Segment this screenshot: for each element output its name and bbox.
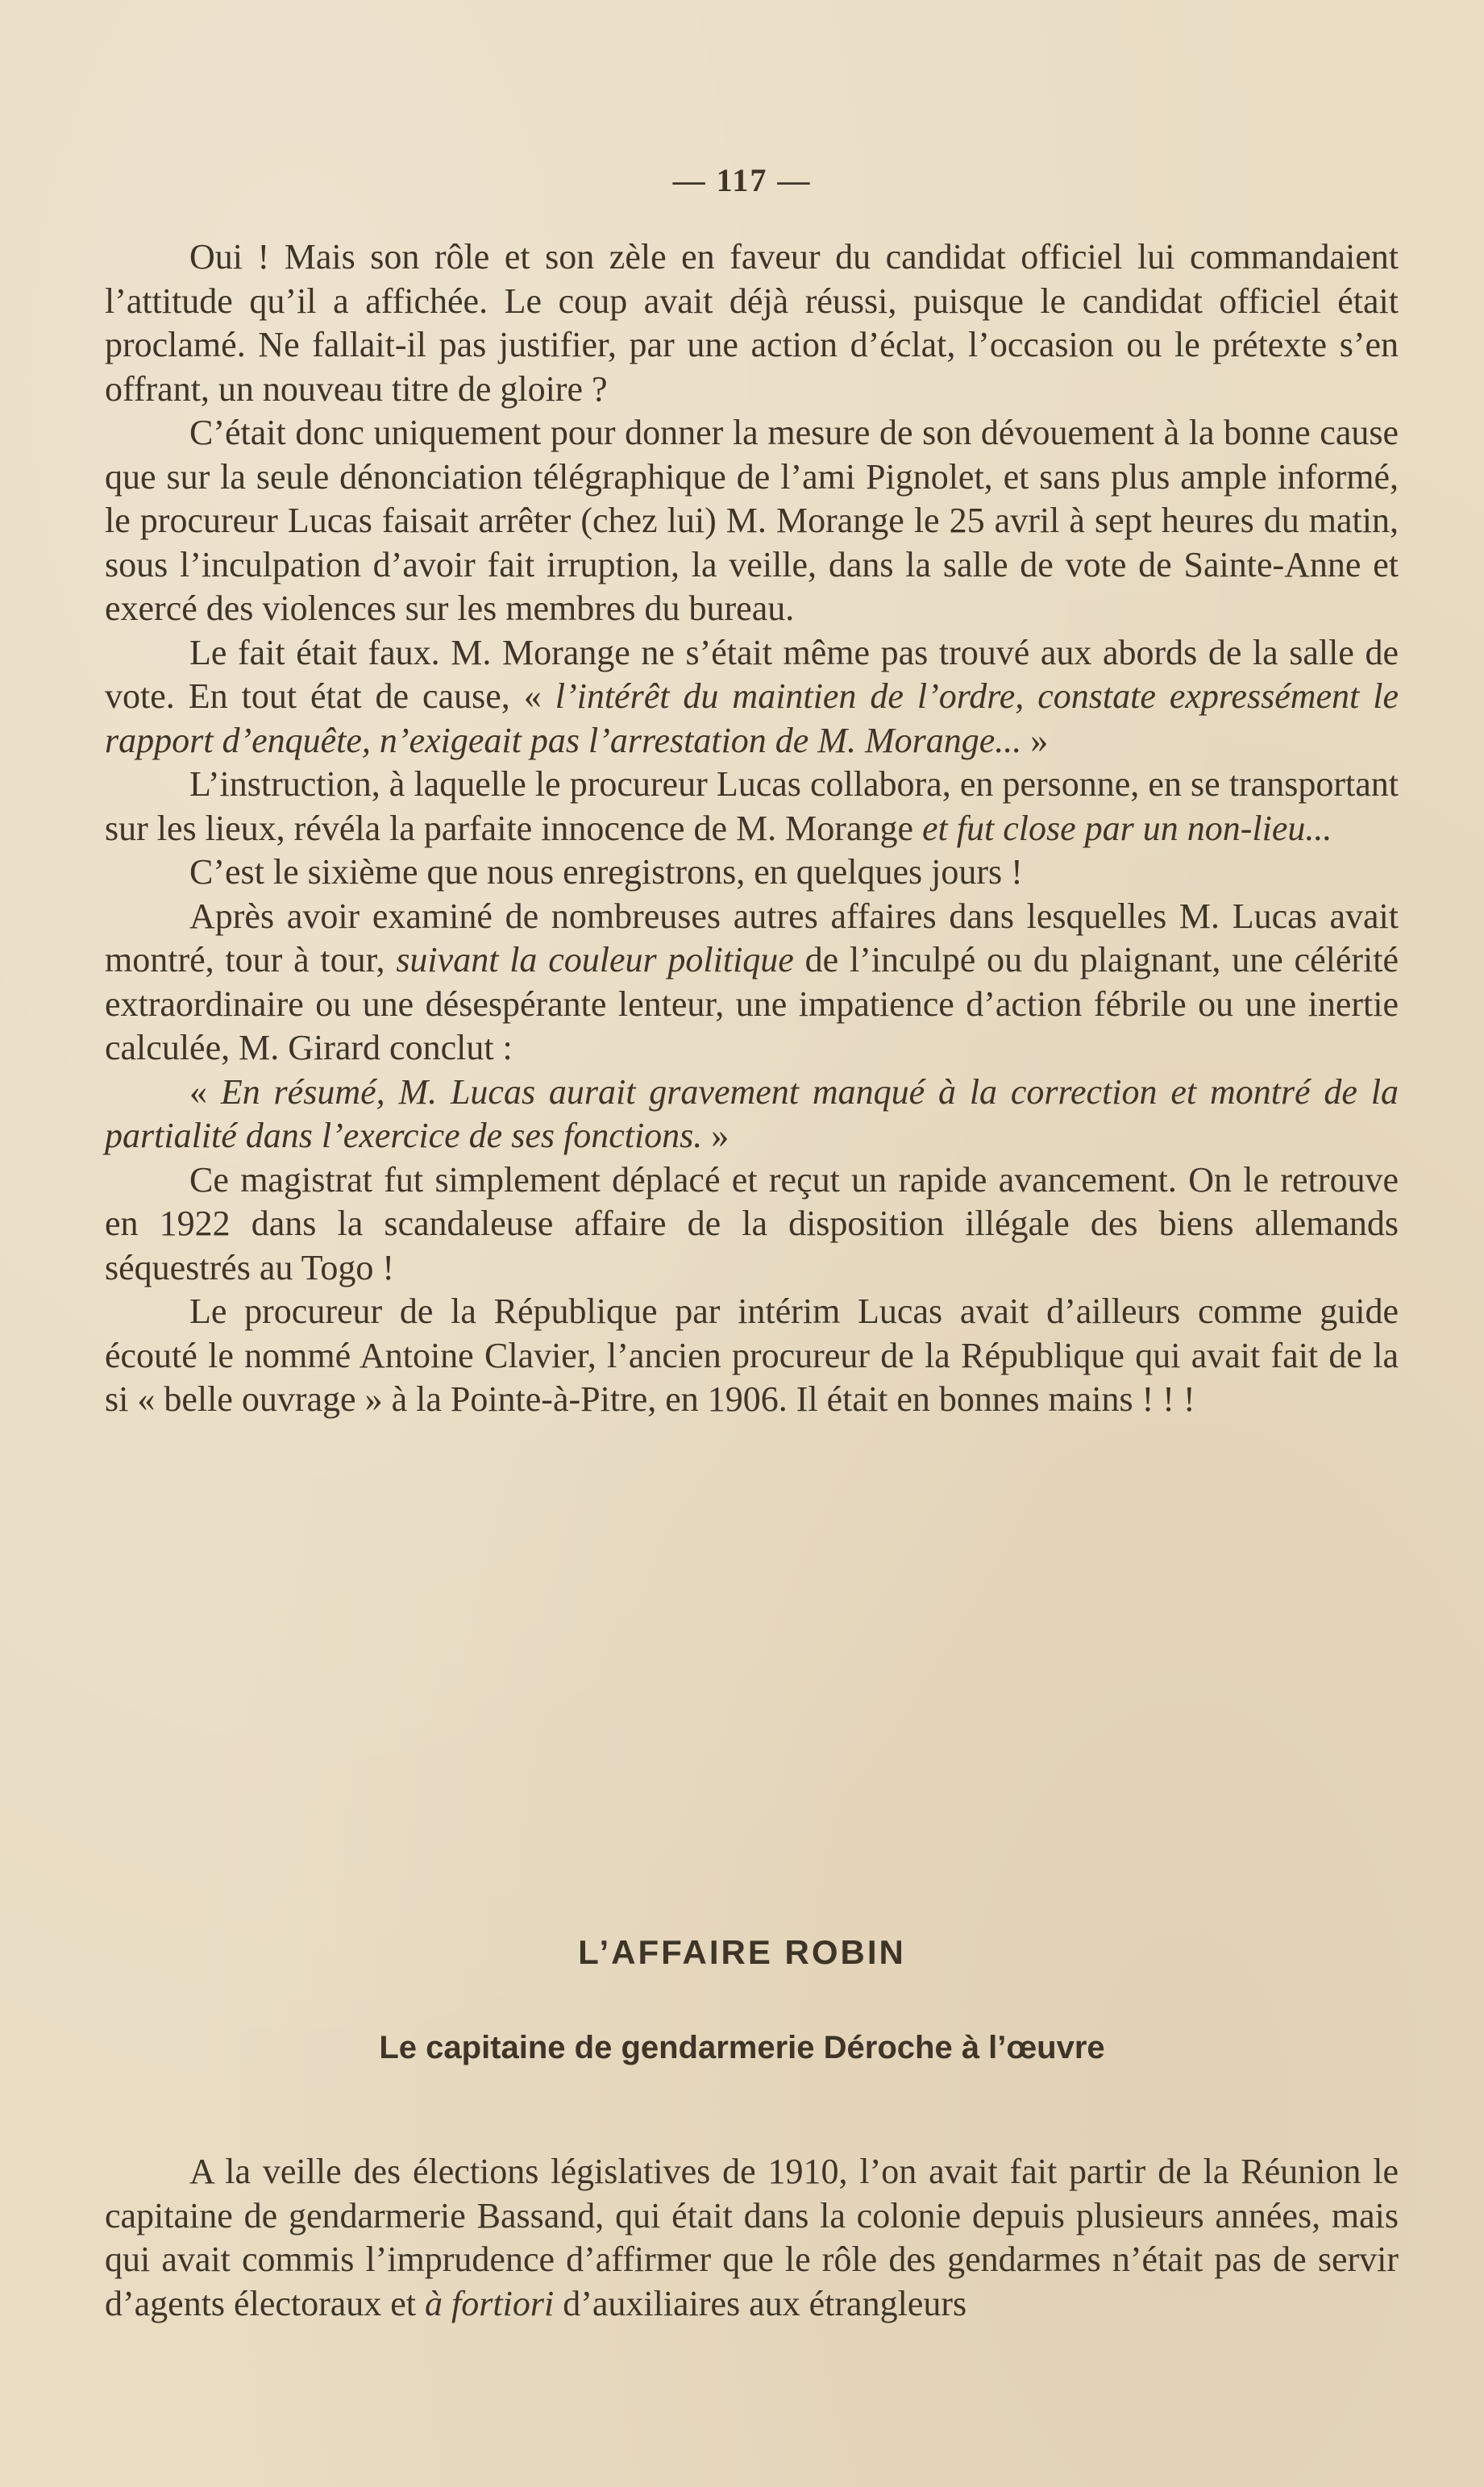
italic-run: suivant la couleur politique <box>396 940 794 979</box>
text-run: A la veille des élections législatives de 1910, l’on avait fait partir de la Réunion le capitaine de gendarmerie Bassand, qui était dans la colonie depuis plusieurs années, mais qui avait commis l’imprudence d’affirmer que le rôle des gendarmes n’était pas de servir d’agents électoraux et <box>105 2152 1399 2323</box>
text-run: » <box>1021 720 1049 760</box>
italic-run: En résumé, M. Lucas aurait gravement manqué à la correction et montré de la partialité dans l’exercice de ses fonctions. <box>105 1071 1399 1155</box>
page-number: — 117 — <box>672 162 812 198</box>
paragraph <box>105 2150 1399 2326</box>
text-run: C’est le sixième que nous enregistrons, en quelques jours ! <box>189 852 1023 892</box>
paragraph <box>105 763 1399 850</box>
text-run: Après avoir examiné de nombreuses autres affaires dans lesquelles M. Lucas avait montré, tour à tour, <box>105 896 1399 979</box>
text-run: L’instruction, à laquelle le procureur Lucas collabora, en personne, en se transportant sur les lieux, révéla la parfaite innocence de M. Morange <box>105 764 1399 848</box>
paragraph <box>105 411 1399 631</box>
italic-run: à fortiori <box>425 2283 555 2323</box>
text-run: Le fait était faux. M. Morange ne s’était même pas trouvé aux abords de la salle de vote. En tout état de cause, « <box>105 632 1399 716</box>
text-block-main <box>105 235 1399 1422</box>
section-subtitle: Le capitaine de gendarmerie Déroche à l’œuvre <box>379 2030 1105 2065</box>
paragraph <box>105 850 1399 895</box>
text-run: Ce magistrat fut simplement déplacé et reçut un rapide avancement. On le retrouve en 1922 dans la scandaleuse affaire de la disposition illégale des biens allemands séquestrés au Togo ! <box>105 1159 1399 1287</box>
section-title: L’AFFAIRE ROBIN <box>578 1933 906 1971</box>
text-run: d’auxiliaires aux étrangleurs <box>554 2283 967 2323</box>
text-block-section <box>105 2150 1399 2326</box>
paragraph <box>105 1158 1399 1291</box>
italic-run: l’intérêt du maintien de l’ordre, constate expressément le rapport d’enquête, n’exigeait pas l’arrestation de M. Morange... <box>105 676 1399 760</box>
text-run: « <box>189 1071 221 1112</box>
paragraph <box>105 235 1399 411</box>
text-run: C’était donc uniquement pour donner la mesure de son dévouement à la bonne cause que sur la seule dénonciation télégraphique de l’ami Pignolet, et sans plus ample informé, le procureur Lucas faisait arrêter (chez lui) M. Morange le 25 avril à sept heures du matin, sous l’inculpation d’avoir fait irruption, la veille, dans la salle de vote de Sainte-Anne et exercé des violences sur les membres du bureau. <box>105 413 1399 628</box>
paragraph <box>105 895 1399 1071</box>
text-run: de l’inculpé ou du plaignant, une célérité extraordinaire ou une désespérante lenteur, une impatience d’action fébrile ou une inertie calculée, M. Girard conclut : <box>105 940 1399 1067</box>
text-run: » <box>702 1116 730 1155</box>
text-run: Oui ! Mais son rôle et son zèle en faveur du candidat officiel lui commandaient l’attitude qu’il a affichée. Le coup avait déjà réussi, puisque le candidat officiel était proclamé. Ne fallait-il pas justifier, par une action d’éclat, l’occasion ou le prétexte s’en offrant, un nouveau titre de gloire ? <box>105 237 1399 409</box>
paragraph <box>105 1071 1399 1158</box>
italic-run: et fut close par un non-lieu... <box>922 808 1332 848</box>
paragraph <box>105 1290 1399 1422</box>
text-run: Le procureur de la République par intérim Lucas avait d’ailleurs comme guide écouté le nommé Antoine Clavier, l’ancien procureur de la République qui avait fait de la si « belle ouvrage » à la Pointe-à-Pitre, en 1906. Il était en bonnes mains ! ! ! <box>105 1291 1399 1419</box>
paragraph <box>105 631 1399 763</box>
